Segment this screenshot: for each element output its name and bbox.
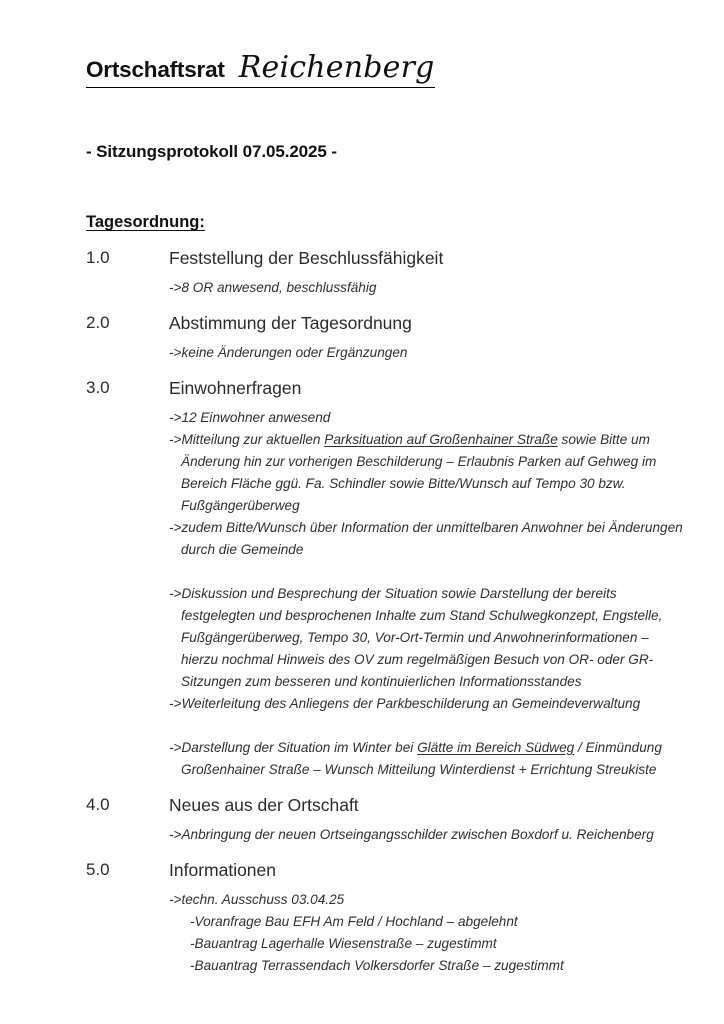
agenda-item-notes [0, 889, 724, 977]
document-title [86, 52, 435, 88]
agenda-note: ->8 OR anwesend, beschlussfähig [169, 280, 377, 295]
agenda-note: ->Weiterleitung des Anliegens der Parkbeschilderung an Gemeindeverwaltung [169, 696, 641, 711]
agenda-item-number: 5.0 [86, 860, 110, 879]
agenda-heading: Tagesordnung: [86, 213, 205, 231]
agenda-note: -Bauantrag Lagerhalle Wiesenstraße – zugestimmt [190, 936, 497, 951]
agenda-item [0, 248, 724, 299]
agenda-item-notes [0, 407, 724, 781]
agenda-note [169, 737, 684, 781]
agenda-item-header [0, 860, 724, 888]
agenda-item-title: Informationen [169, 860, 277, 880]
document-title-organisation: Ortschaftsrat [86, 57, 225, 82]
agenda-note-suffix: / Einmündung Großenhainer Straße – Wunsch Mitteilung Winterdienst + Errichtung Streukiste [181, 740, 662, 777]
agenda-list [0, 248, 724, 991]
agenda-item-header [0, 795, 724, 823]
agenda-item-number: 2.0 [86, 313, 110, 332]
agenda-item-header [0, 248, 724, 276]
agenda-item-number: 1.0 [86, 248, 110, 267]
agenda-item-header [0, 313, 724, 341]
agenda-note: -Bauantrag Terrassendach Volkersdorfer Straße – zugestimmt [190, 958, 564, 973]
agenda-note: -Voranfrage Bau EFH Am Feld / Hochland – abgelehnt [190, 914, 518, 929]
agenda-note-prefix: ->Mitteilung zur aktuellen [169, 432, 325, 447]
agenda-item [0, 378, 724, 781]
agenda-item-notes [0, 824, 724, 846]
agenda-item-title: Abstimmung der Tagesordnung [169, 313, 412, 333]
agenda-item-title: Feststellung der Beschlussfähigkeit [169, 248, 444, 268]
agenda-item-number: 3.0 [86, 378, 110, 397]
agenda-note-prefix: ->Darstellung der Situation im Winter bei [169, 740, 418, 755]
document-subtitle: - Sitzungsprotokoll 07.05.2025 - [86, 142, 337, 161]
agenda-note-emphasis: Glätte im Bereich Südweg [417, 740, 575, 755]
agenda-item-title: Einwohnerfragen [169, 378, 302, 398]
agenda-item-number: 4.0 [86, 795, 110, 814]
agenda-note: ->12 Einwohner anwesend [169, 410, 331, 425]
agenda-item-notes [0, 277, 724, 299]
agenda-item-title: Neues aus der Ortschaft [169, 795, 359, 815]
agenda-item [0, 795, 724, 846]
agenda-item-notes [0, 342, 724, 364]
agenda-item-header [0, 378, 724, 406]
agenda-note: ->zudem Bitte/Wunsch über Information der unmittelbaren Anwohner bei Änderungen durch die Gemeinde [169, 520, 683, 557]
agenda-note: ->Anbringung der neuen Ortseingangsschilder zwischen Boxdorf u. Reichenberg [169, 827, 654, 842]
document-title-place: Reichenberg [238, 50, 435, 85]
agenda-note [169, 429, 684, 517]
agenda-note-suffix: sowie Bitte um Änderung hin zur vorherigen Beschilderung – Erlaubnis Parken auf Gehweg im Bereich Fläche ggü. Fa. Schindler sowie Bitte/Wunsch auf Tempo 30 bzw. Fußgängerüberweg [181, 432, 657, 513]
agenda-note-emphasis: Parksituation auf Großenhainer Straße [324, 432, 558, 447]
agenda-note: ->keine Änderungen oder Ergänzungen [169, 345, 408, 360]
agenda-note: ->Diskussion und Besprechung der Situation sowie Darstellung der bereits festgelegten und besprochenen Inhalte zum Stand Schulwegkonzept, Engstelle, Fußgängerüberweg, Tempo 30, Vor-Ort-Termin und Anwohnerinformationen – hierzu nochmal Hinweis des OV zum regelmäßigen Besuch von OR- oder GR-Sitzungen zum besseren und kontinuierlichen Informationsstandes [169, 586, 663, 689]
agenda-item [0, 313, 724, 364]
agenda-item [0, 860, 724, 977]
agenda-note: ->techn. Ausschuss 03.04.25 [169, 892, 345, 907]
